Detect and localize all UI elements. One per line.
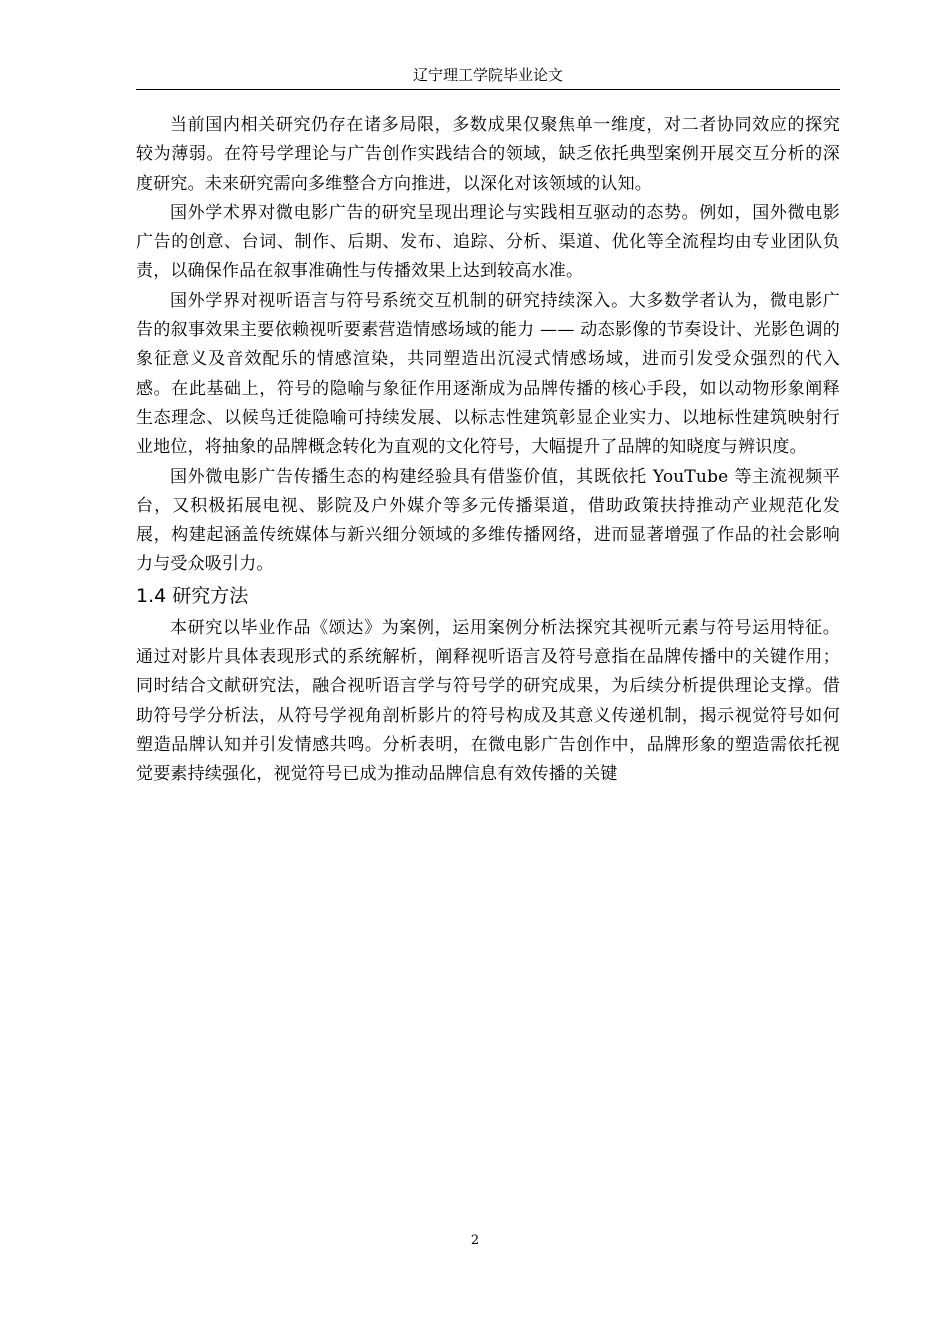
page-header	[136, 64, 840, 90]
paragraph-foreign-research: 国外学术界对微电影广告的研究呈现出理论与实践相互驱动的态势。例如，国外微电影广告的创意、台词、制作、后期、发布、追踪、分析、渠道、优化等全流程均由专业团队负责，以确保作品在叙事准确性与传播效果上达到较高水准。	[136, 202, 840, 282]
page-number: 2	[470, 1233, 480, 1248]
paragraph-audiovisual-symbols: 国外学界对视听语言与符号系统交互机制的研究持续深入。大多数学者认为，微电影广告的叙事效果主要依赖视听要素营造情感场域的能力 —— 动态影像的节奏设计、光影色调的象征意义及音效配乐的情感渲染，共同塑造出沉浸式情感场域，进而引发受众强烈的代入感。在此基础上，符号的隐喻与象征作用逐渐成为品牌传播的核心手段，如以动物形象阐释生态理念、以候鸟迁徙隐喻可持续发展、以标志性建筑彰显企业实力、以地标性建筑映射行业地位，将抽象的品牌概念转化为直观的文化符号，大幅提升了品牌的知晓度与辨识度。	[136, 290, 840, 458]
section-heading-research-methods: 1.4 研究方法	[136, 584, 249, 607]
header-title: 辽宁理工学院毕业论文	[412, 66, 563, 84]
paragraph-research-methods: 本研究以毕业作品《颂达》为案例，运用案例分析法探究其视听元素与符号运用特征。通过对影片具体表现形式的系统解析，阐释视听语言及符号意指在品牌传播中的关键作用；同时结合文献研究法，融合视听语言学与符号学的研究成果，为后续分析提供理论支撑。借助符号学分析法，从符号学视角剖析影片的符号构成及其意义传递机制，揭示视觉符号如何塑造品牌认知并引发情感共鸣。分析表明，在微电影广告创作中，品牌形象的塑造需依托视觉要素持续强化，视觉符号已成为推动品牌信息有效传播的关键	[136, 617, 840, 785]
body-text	[136, 111, 840, 790]
paragraph-communication-ecology: 国外微电影广告传播生态的构建经验具有借鉴价值，其既依托 YouTube 等主流视频平台，又积极拓展电视、影院及户外媒介等多元传播渠道，借助政策扶持推动产业规范化发展，构建起涵盖传统媒体与新兴细分领域的多维传播网络，进而显著增强了作品的社会影响力与受众吸引力。	[136, 466, 840, 575]
paragraph-domestic-research: 当前国内相关研究仍存在诸多局限，多数成果仅聚焦单一维度，对二者协同效应的探究较为薄弱。在符号学理论与广告创作实践结合的领域，缺乏依托典型案例开展交互分析的深度研究。未来研究需向多维整合方向推进，以深化对该领域的认知。	[136, 115, 840, 194]
